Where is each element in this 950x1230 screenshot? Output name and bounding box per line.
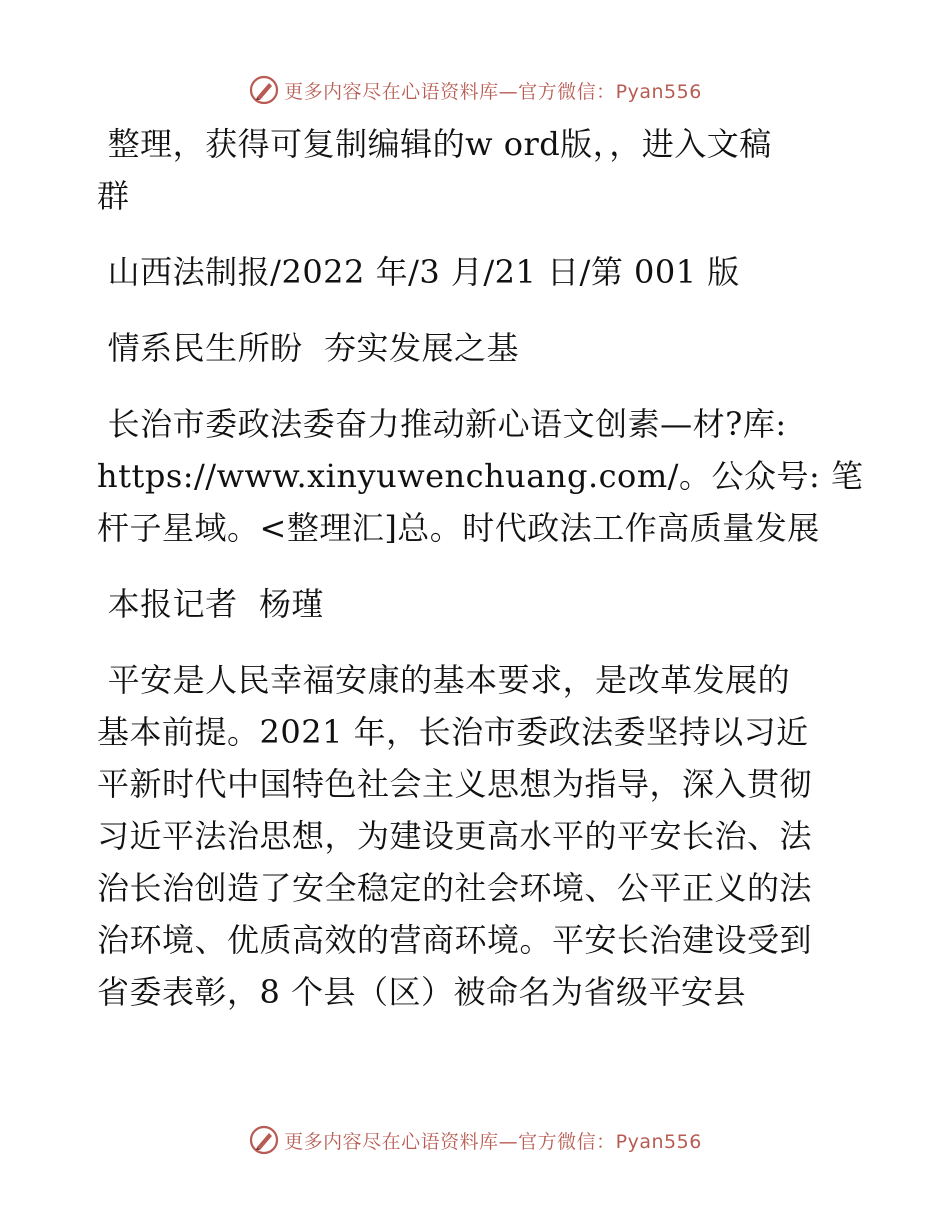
text-line: 本报记者 杨瑾: [97, 585, 325, 623]
text-line: 群: [97, 177, 130, 215]
header-wechat-id: Pyan556: [615, 80, 702, 103]
text-line: 整理，获得可复制编辑的w ord版，，进入文稿: [97, 125, 772, 163]
document-body: [97, 118, 864, 1018]
text-line: 长治市委政法委奋力推动新心语文创素—材?库:: [97, 405, 787, 443]
paragraph-intro: [97, 118, 857, 222]
text-line: 治环境、优质高效的营商环境。平安长治建设受到: [97, 921, 813, 959]
text-line: 情系民生所盼 夯实发展之基: [97, 329, 520, 367]
text-line: 基本前提。2021 年，长治市委政法委坚持以习近: [97, 713, 809, 751]
text-line: 平安是人民幸福安康的基本要求，是改革发展的: [97, 661, 791, 699]
text-line: 山西法制报/2022 年/3 月/21 日/第 001 版: [97, 253, 740, 291]
header-banner-text: 更多内容尽在心语资料库—官方微信：Pyan556: [284, 80, 702, 103]
text-line: 杆子星域。<整理汇]总。时代政法工作高质量发展: [97, 509, 820, 547]
text-line: 治长治创造了安全稳定的社会环境、公平正义的法: [97, 869, 813, 907]
paragraph-body: [97, 654, 857, 1018]
text-line: 平新时代中国特色社会主义思想为指导，深入贯彻: [97, 765, 813, 803]
pen-logo-icon: [248, 1124, 280, 1156]
text-line: 省委表彰，8 个县（区）被命名为省级平安县: [97, 973, 747, 1011]
text-line: 习近平法治思想，为建设更高水平的平安长治、法: [97, 817, 813, 855]
paragraph-source: [97, 246, 857, 298]
text-line: https://www.xinyuwenchuang.com/。公众号: 笔: [97, 457, 864, 495]
paragraph-subheadline: [97, 398, 864, 554]
pen-logo-icon: [248, 74, 280, 106]
footer-banner: [0, 1120, 950, 1160]
footer-wechat-id: Pyan556: [615, 1130, 702, 1153]
footer-banner-text: 更多内容尽在心语资料库—官方微信：Pyan556: [284, 1130, 702, 1153]
paragraph-byline: [97, 578, 857, 630]
header-banner: [0, 70, 950, 110]
paragraph-headline: [97, 322, 857, 374]
